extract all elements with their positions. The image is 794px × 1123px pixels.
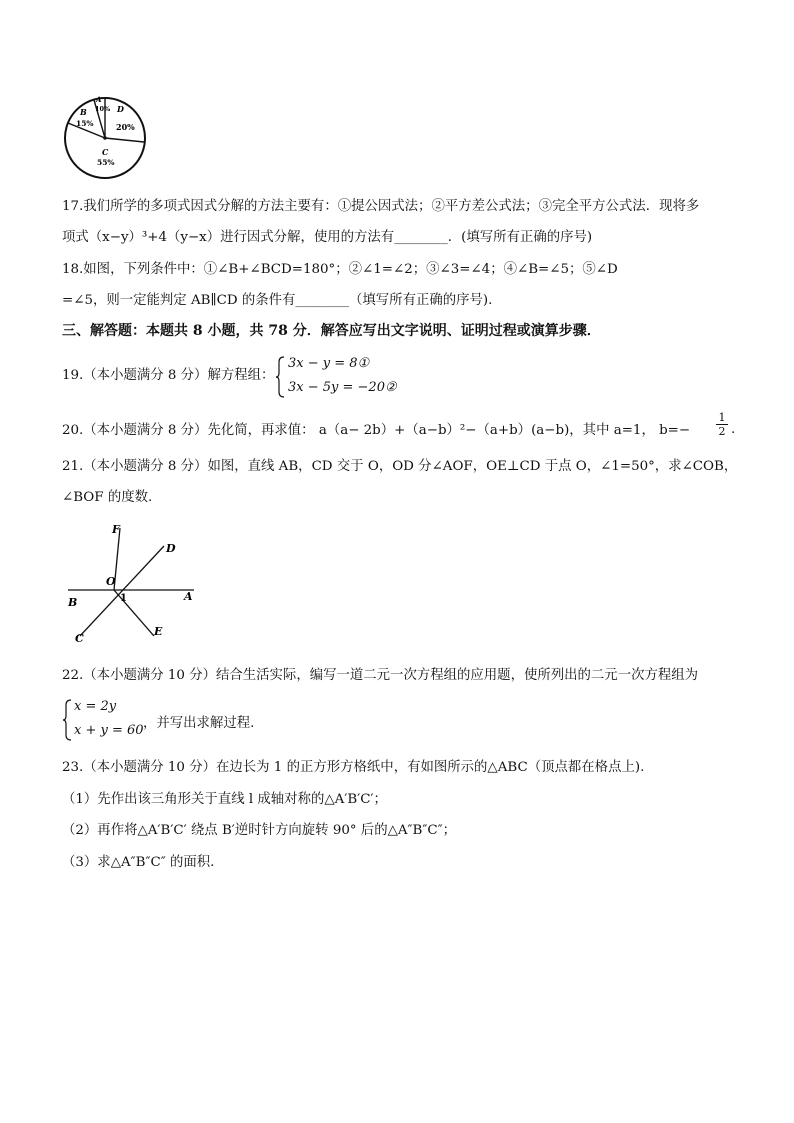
section-3-heading: 三、解答题：本题共 8 小题，共 78 分．解答应写出文字说明、证明过程或演算步骤． bbox=[62, 323, 601, 339]
pie-pct-a: 10% bbox=[95, 105, 111, 113]
fig21-label-c: C bbox=[75, 632, 84, 645]
q19-equation-2: 3x − 5y = −20② bbox=[288, 380, 397, 395]
question-17-line-1: 17.我们所学的多项式因式分解的方法主要有：①提公因式法；②平方差公式法；③完全平方公式法．现将多 bbox=[62, 199, 700, 214]
question-17-line-2: 项式（x−y）³+4（y−x）进行因式分解，使用的方法有________．(填写所有正确的序号) bbox=[62, 230, 593, 245]
question-20-text: 20.（本小题满分 8 分）先化简，再求值： a（a− 2b）+（a−b）²−（a+b）(a−b)，其中 a=1， b=− bbox=[62, 423, 691, 438]
pie-label-a: A bbox=[96, 95, 102, 104]
fig21-label-o: O bbox=[106, 575, 116, 588]
fig21-label-e: E bbox=[154, 625, 163, 638]
fig21-label-b: B bbox=[68, 596, 78, 609]
q20-fraction-numerator: 1 bbox=[718, 411, 726, 424]
question-19-prefix: 19.（本小题满分 8 分）解方程组： bbox=[62, 368, 275, 383]
q22-brace bbox=[63, 699, 73, 741]
q20-fraction-denominator: 2 bbox=[718, 425, 726, 438]
intersecting-lines-figure bbox=[62, 518, 202, 650]
question-21-line-2: ∠BOF 的度数. bbox=[62, 490, 153, 505]
q22-equation-1: x = 2y bbox=[74, 699, 117, 714]
fig21-label-f: F bbox=[112, 523, 120, 536]
fig21-label-d: D bbox=[166, 542, 176, 555]
pie-pct-c: 55% bbox=[97, 158, 115, 167]
q20-end: . bbox=[731, 422, 736, 437]
pie-chart-figure bbox=[62, 88, 152, 188]
q22-suffix: ，并写出求解过程. bbox=[143, 716, 255, 731]
q20-fraction bbox=[716, 411, 728, 438]
question-21-line-1: 21.（本小题满分 8 分）如图，直线 AB，CD 交于 O，OD 分∠AOF，OE⊥CD 于点 O，∠1=50°，求∠COB， bbox=[62, 459, 738, 474]
question-22-line-1: 22.（本小题满分 10 分）结合生活实际，编写一道二元一次方程组的应用题，使所列出的二元一次方程组为 bbox=[62, 668, 699, 683]
q19-brace bbox=[276, 356, 286, 398]
question-18-line-2: =∠5，则一定能判定 AB∥CD 的条件有________（填写所有正确的序号). bbox=[62, 293, 493, 308]
question-23-line-1: 23.（本小题满分 10 分）在边长为 1 的正方形方格纸中，有如图所示的△ABC（顶点都在格点上). bbox=[62, 760, 645, 775]
q22-equation-2: x + y = 60 bbox=[74, 723, 144, 738]
pie-label-d: D bbox=[117, 104, 124, 114]
pie-label-c: C bbox=[102, 147, 109, 157]
fig21-label-1: 1 bbox=[120, 593, 127, 604]
pie-pct-d: 20% bbox=[116, 122, 135, 132]
q19-equation-1: 3x − y = 8① bbox=[288, 356, 370, 371]
question-23-sub-3: （3）求△A″B″C″ 的面积. bbox=[62, 855, 215, 870]
pie-label-b: B bbox=[80, 107, 87, 117]
question-18-line-1: 18.如图，下列条件中：①∠B+∠BCD=180°；②∠1=∠2；③∠3=∠4；④∠B=∠5；⑤∠D bbox=[62, 262, 618, 277]
fig21-label-a: A bbox=[184, 590, 193, 603]
question-23-sub-2: （2）再作将△A′B′C′ 绕点 B′逆时针方向旋转 90° 后的△A″B″C″； bbox=[62, 823, 457, 838]
pie-pct-b: 15% bbox=[76, 119, 94, 128]
question-23-sub-1: （1）先作出该三角形关于直线 l 成轴对称的△A′B′C′； bbox=[62, 792, 387, 807]
